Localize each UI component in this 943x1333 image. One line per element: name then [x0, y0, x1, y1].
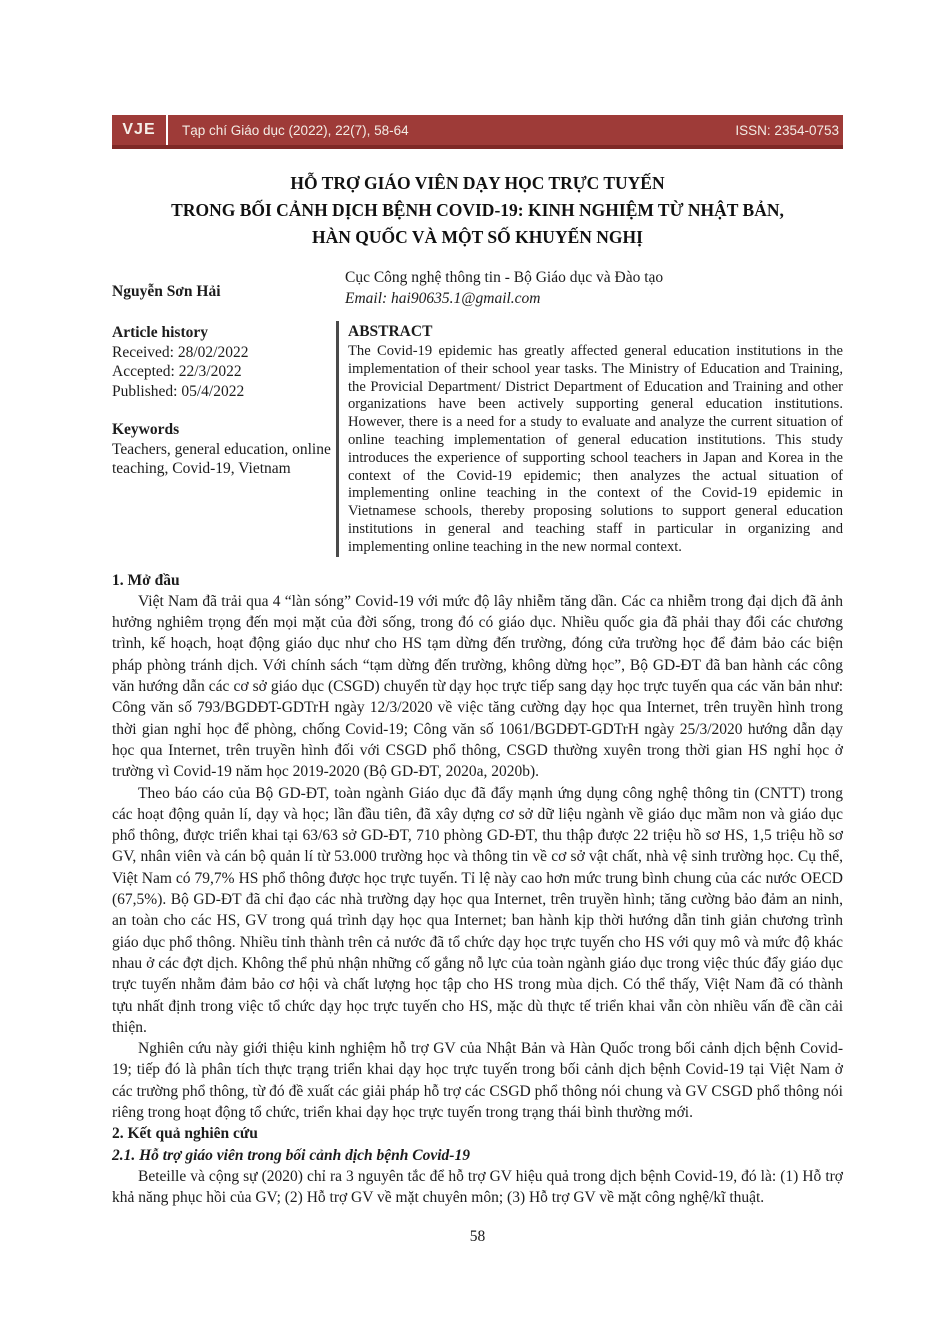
paragraph-1: Việt Nam đã trải qua 4 “làn sóng” Covid-19 với mức độ lây nhiễm tăng dần. Các ca nhiễm trong đại dịch đã ảnh hưởng nghiêm trọng đến mọi mặt của đời sống, trong đó có giáo dục. Nhiều quốc gia đã phải thay đổi các chương trình, kế hoạch, hoạt động giáo dục như cho HS tạm dừng đến trường, đóng cửa trường học để đảm bảo các biện pháp phòng tránh dịch. Với chính sách “tạm dừng đến trường, không dừng học”, Bộ GD-ĐT đã ban hành các công văn hướng dẫn các cơ sở giáo dục (CSGD) chuyển từ dạy học trực tiếp sang dạy học trực tuyến qua các văn bản như: Công văn số 793/BGDĐT-GDTrH ngày 12/3/2020 về việc tăng cường dạy học qua Internet, trên truyền hình trong thời gian nghỉ học để phòng, chống Covid-19; Công văn số 1061/BGDĐT-GDTrH ngày 25/3/2020 hướng dẫn dạy học qua Internet, trên truyền hình đối với CSGD phổ thông, CSGD thường xuyên trong thời gian HS nghỉ học ở trường vì Covid-19 năm học 2019-2020 (Bộ GD-ĐT, 2020a, 2020b). [112, 592, 843, 781]
article-title [112, 170, 843, 251]
article-body [112, 570, 843, 1209]
paragraph-4: Beteille và cộng sự (2020) chỉ ra 3 nguyên tắc để hỗ trợ GV hiệu quả trong dịch bệnh Covid-19, đó là: (1) Hỗ trợ khả năng phục hồi của GV; (2) Hỗ trợ GV về mặt chuyên môn; (3) Hỗ trợ GV về mặt công nghệ/kĩ thuật. [112, 1167, 843, 1207]
article-title-line1: HỖ TRỢ GIÁO VIÊN DẠY HỌC TRỰC TUYẾN [290, 173, 665, 193]
section-1-heading: 1. Mở đầu [112, 571, 180, 589]
journal-issn: ISSN: 2354-0753 [735, 122, 839, 138]
page-number: 58 [469, 1228, 486, 1246]
spacer [112, 401, 336, 420]
published-date: Published: 05/4/2022 [112, 382, 245, 400]
abstract-column [339, 321, 843, 557]
received-date: Received: 28/02/2022 [112, 343, 249, 361]
abstract-label: ABSTRACT [348, 323, 433, 340]
author-name: Nguyễn Sơn Hải [112, 283, 221, 300]
journal-page [112, 0, 843, 1246]
accepted-date: Accepted: 22/3/2022 [112, 363, 242, 380]
journal-citation: Tạp chí Giáo dục (2022), 22(7), 58-64 [182, 122, 409, 138]
paragraph-2: Theo báo cáo của Bộ GD-ĐT, toàn ngành Giáo dục đã đẩy mạnh ứng dụng công nghệ thông tin (CNTT) trong các hoạt động quản lí, dạy và học; lần đầu tiên, đã xây dựng cơ sở dữ liệu ngành về giáo dục mầm non và giáo dục phổ thông, được triển khai tại 63/63 sở GD-ĐT, 710 phòng GD-ĐT, thu thập được 22 triệu hồ sơ HS, 1,5 triệu hồ sơ GV, nhân viên và cán bộ quản lí từ 53.000 trường học và thông tin về cơ sở vật chất, nhà vệ sinh trường học. Cụ thể, Việt Nam có 79,7% HS phổ thông được học trực tuyến. Tỉ lệ này cao hơn mức trung bình chung của các nước OECD (67,5%). Bộ GD-ĐT đã chỉ đạo các nhà trường dạy học qua Internet, trên truyền hình; tăng cường bảo đảm an ninh, an toàn cho các HS, GV trong quá trình dạy học qua Internet; ban hành kịp thời hướng dẫn tinh giản chương trình giáo dục phổ thông. Nhiều tỉnh thành trên cả nước đã tổ chức dạy học trực tuyến cho HS với quy mô và mức độ khác nhau ở các đợt dịch. Không thể phủ nhận những cố gắng nỗ lực của toàn ngành giáo dục trong việc thúc đẩy giáo dục trực tuyến nhằm đảm bảo cơ hội và chất lượng học tập cho HS trong mùa dịch. Có thể thấy, Việt Nam đã có thành tựu nhất định trong việc tổ chức dạy học trực tuyến cho HS, mặc dù thực tế triển khai vẫn còn nhiều vấn đề cần cải thiện. [112, 784, 843, 1036]
journal-header-banner [112, 115, 843, 149]
author-details [345, 267, 663, 309]
paragraph-3: Nghiên cứu này giới thiệu kinh nghiệm hỗ trợ GV của Nhật Bản và Hàn Quốc trong bối cảnh dịch bệnh Covid-19; tiếp đó là phân tích thực trạng triển khai dạy học trực tuyến trong bối cảnh dịch bệnh Covid-19 tại Việt Nam ở các trường phổ thông, từ đó đề xuất các giải pháp hỗ trợ các CSGD phổ thông nói chung và GV CSGD phổ thông nói riêng trong hoạt động tổ chức, triển khai dạy học trực tuyến trong trạng thái bình thường mới. [112, 1040, 843, 1121]
author-block [112, 267, 843, 309]
section-2-heading: 2. Kết quả nghiên cứu [112, 1125, 258, 1143]
author-affiliation: Cục Công nghệ thông tin - Bộ Giáo dục và Đào tạo [345, 269, 664, 286]
author-email: Email: hai90635.1@gmail.com [345, 290, 541, 307]
vje-logo: VJE [112, 115, 168, 145]
article-info-table [112, 321, 843, 557]
keywords-text: Teachers, general education, online teaching, Covid-19, Vietnam [112, 440, 331, 477]
keywords-label: Keywords [112, 421, 180, 438]
article-title-line3: HÀN QUỐC VÀ MỘT SỐ KHUYẾN NGHỊ [312, 227, 643, 247]
section-2-1-heading: 2.1. Hỗ trợ giáo viên trong bối cảnh dịch bệnh Covid-19 [112, 1146, 470, 1164]
article-history-label: Article history [112, 324, 208, 341]
article-title-line2: TRONG BỐI CẢNH DỊCH BỆNH COVID-19: KINH NGHIỆM TỪ NHẬT BẢN, [171, 200, 784, 220]
abstract-text: The Covid-19 epidemic has greatly affected general education institutions in the implementation of their school year tasks. The Ministry of Education and Training, the Provicial Department/ District Department of Education and Training and other organizations have been actively supporting general education institutions. However, there is a need for a study to evaluate and analyze the current situation of online teaching implementation of general education institutions. This study introduces the experience of supporting school teachers in Japan and Korea in the context of the Covid-19 epidemic; then analyzes the actual situation of implementing online teaching in the context of the Covid-19 epidemic in Vietnamese schools, thereby proposing solutions to support general education institutions in general and teaching staff in particular in organizing and implementing online teaching in the new normal context. [348, 343, 843, 555]
article-info-left-column [112, 321, 336, 557]
